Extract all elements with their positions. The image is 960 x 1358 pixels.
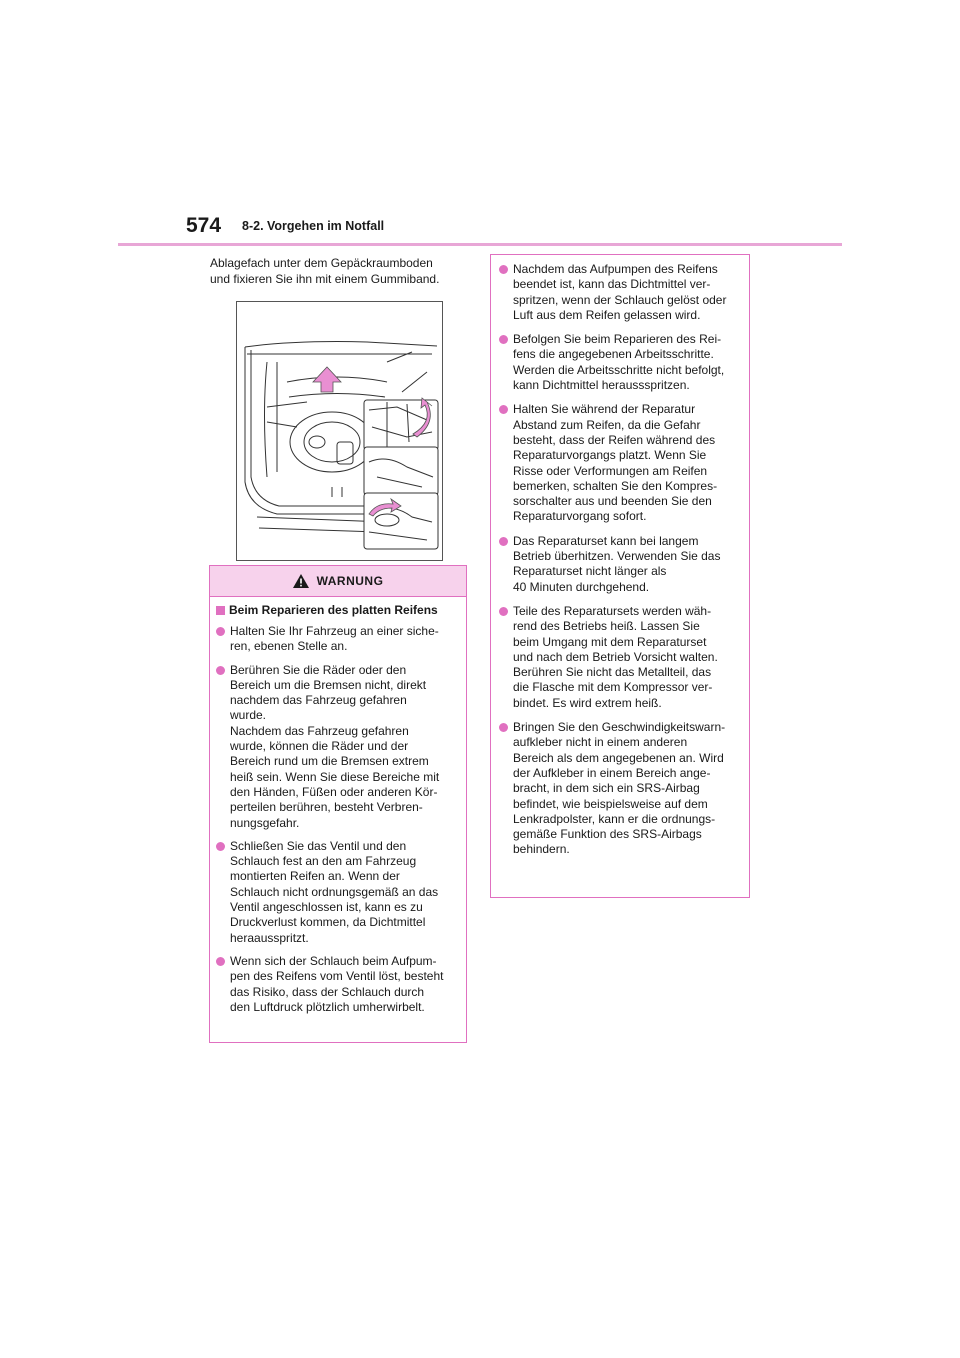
warning-subheading [216, 603, 460, 618]
bullet-dot-icon [499, 405, 508, 414]
warning-item-text: Halten Sie während der Reparatur Abstand zum Reifen, da die Gefahr besteht, dass der Reifen während des Reparaturvorgangs platzt. Wenn Sie Risse oder Verformungen am Reifen bemerken, schalten Sie den Kompres- sorschalter aus und beenden Sie den Reparaturvorgang sofort. [513, 402, 718, 524]
warning-item [499, 720, 743, 858]
warning-item [216, 663, 460, 831]
warning-item [499, 262, 743, 323]
bullet-dot-icon [499, 335, 508, 344]
bullet-dot-icon [216, 627, 225, 636]
bullet-dot-icon [216, 957, 225, 966]
bullet-dot-icon [499, 723, 508, 732]
warning-subheading-text: Beim Reparieren des platten Reifens [229, 603, 438, 617]
square-bullet-icon [216, 606, 225, 615]
warning-item [499, 332, 743, 393]
warning-item-text: Wenn sich der Schlauch beim Aufpum- pen des Reifens vom Ventil löst, besteht das Risiko, dass der Schlauch durch den Luftdruck plötzlich umherwirbelt. [230, 953, 444, 1014]
warning-item [216, 839, 460, 946]
warning-item-text: Halten Sie Ihr Fahrzeug an einer siche- ren, ebenen Stelle an. [230, 624, 439, 654]
header-divider [118, 243, 842, 246]
section-title: 8-2. Vorgehen im Notfall [242, 219, 385, 233]
bullet-dot-icon [499, 537, 508, 546]
warning-header [210, 566, 466, 597]
warning-item [216, 624, 460, 655]
bullet-dot-icon [499, 265, 508, 274]
bullet-dot-icon [216, 842, 225, 851]
warning-item [499, 534, 743, 595]
page-number: 574 [186, 214, 222, 237]
warning-item-text: Befolgen Sie beim Reparieren des Rei- fens die angegebenen Arbeitsschritte. Werden die Arbeitsschritte nicht befolgt, kann Dichtmittel heraussspritzen. [513, 332, 725, 393]
warning-continued-box [490, 254, 750, 898]
warning-item-text: Berühren Sie die Räder oder den Bereich um die Bremsen nicht, direkt nachdem das Fahrzeug gefahren wurde. Nachdem das Fahrzeug gefahren wurde, können die Räder und der Bereich rund um die Bremsen extrem heiß sein. Wenn Sie diese Bereiche mit den Händen, Füßen oder anderen Kör- perteilen berühren, besteht Verbren- nungsgefahr. [230, 662, 440, 830]
warning-title: WARNUNG [316, 574, 384, 588]
trunk-illustration-drawing [237, 302, 442, 560]
warning-item [499, 604, 743, 711]
warning-item-text: Teile des Reparatursets werden wäh- rend des Betriebs heiß. Lassen Sie beim Umgang mit dem Reparaturset und nach dem Betrieb Vorsicht walten. Berühren Sie nicht das Metallteil, das die Flasche mit dem Kompressor ver- bindet. Es wird extrem heiß. [513, 603, 718, 710]
intro-paragraph [210, 256, 472, 287]
warning-item-text: Schließen Sie das Ventil und den Schlauch fest an den am Fahrzeug montierten Reifen an. Wenn der Schlauch nicht ordnungsgemäß an das Ventil angeschlossen ist, kann es zu Druckverlust kommen, da Dichtmittel heraausspritzt. [230, 838, 439, 945]
bullet-dot-icon [216, 666, 225, 675]
warning-item [216, 954, 460, 1015]
warning-triangle-icon [293, 574, 309, 588]
warning-item-text: Nachdem das Aufpumpen des Reifens beendet ist, kann das Dichtmittel ver- spritzen, wenn der Schlauch gelöst oder Luft aus dem Reifen gelassen wird. [513, 262, 727, 322]
warning-box [209, 565, 467, 1043]
warning-item-text: Bringen Sie den Geschwindigkeitswarn- aufkleber nicht in einem anderen Bereich als dem angegebenen an. Wird der Aufkleber in einem Bereich ange- bracht, in dem sich ein SRS-Airbag befindet, wie beispielsweise auf dem Lenkradpolster, kann er die ordnungs- gemäße Funktion des SRS-Airbags behindern. [513, 720, 726, 857]
trunk-illustration [236, 301, 443, 561]
warning-item [499, 402, 743, 524]
intro-text: Ablagefach unter dem Gepäckraumboden und fixieren Sie ihn mit einem Gummiband. [210, 256, 440, 286]
warning-item-text: Das Reparaturset kann bei langem Betrieb überhitzen. Verwenden Sie das Reparaturset nicht länger als 40 Minuten durchgehend. [513, 533, 721, 594]
bullet-dot-icon [499, 607, 508, 616]
